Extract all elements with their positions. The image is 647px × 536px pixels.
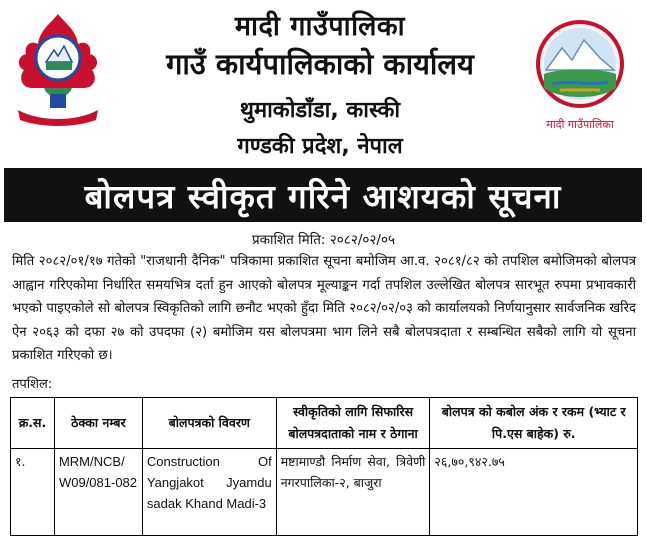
madi-municipality-logo-icon <box>530 14 630 138</box>
letterhead <box>0 0 647 166</box>
cell-recommended-bidder: मष्टामाण्डौ निर्माण सेवा, त्रिवेणी नगरपालिका-२, बाजुरा <box>276 449 430 536</box>
col-sn: क्र.स. <box>11 398 55 449</box>
col-contract-no: ठेक्का नम्बर <box>54 398 142 449</box>
notice-title: बोलपत्र स्वीकृत गरिने आशयको सूचना <box>4 168 642 222</box>
col-bid-amount: बोलपत्र को कबोल अंक र रकम (भ्याट र पि.एस बाहेक) रु. <box>430 398 638 449</box>
details-label: तपशिल: <box>12 377 53 392</box>
cell-contract-no: MRM/NCB/ W09/081-082 <box>54 449 142 536</box>
notice-body: मिति २०८२/०१/१७ गतेको "राजधानी दैनिक" पत्रिकामा प्रकाशित सूचना बमोजिम आ.व. २०८१/८२ को तपशिल बमोजिमको बोलपत्र आह्वान गरिएकोमा निर्धारित समयभित्र दर्ता हुन आएको बोलपत्र मूल्याङ्कन गर्दा तपशिल उल्लेखित बोलपत्र सारभूत रुपमा प्रभावकारी भएको पाइएकोले सो बोलपत्र स्विकृतिको लागि छनौट भएको हुँदा मिति २०८२/०२/०३ को कार्यालयको निर्णयानुसार सार्वजनिक खरिद ऐन २०६३ को दफा २७ को उपदफा (२) बमोजिम यस बोलपत्रमा भाग लिने सबै बोलपत्रदाता र सम्बन्धित सबैको लागि यो सूचना प्रकाशित गरिएको छ। <box>12 254 636 363</box>
published-date: प्रकाशित मिति: २०८२/०२/०५ <box>251 232 396 248</box>
cell-description: Construction Of Yangjakot Jyamdu sadak Khand Madi-3 <box>142 449 276 536</box>
col-recommended-bidder: स्वीकृतिको लागि सिफारिस बोलपत्रदाताको नाम र ठेगाना <box>276 398 430 449</box>
col-description: बोलपत्रको विवरण <box>142 398 276 449</box>
table-header-row <box>11 398 638 449</box>
province-country: गण्डकी प्रदेश, नेपाल <box>237 134 403 159</box>
right-logo-caption: मादी गाउँपालिका <box>546 118 614 131</box>
bid-table <box>10 397 638 536</box>
municipality-name: मादी गाउँपालिका <box>234 11 406 42</box>
office-address: थुमाकोडाँडा, कास्की <box>239 98 401 123</box>
office-name: गाउँ कार्यपालिकाको कार्यालय <box>166 47 474 81</box>
cell-bid-amount: २६,७०,९४२.७५ <box>430 449 638 536</box>
table-row <box>11 449 638 536</box>
cell-sn: १. <box>11 449 55 536</box>
nepal-emblem-icon <box>10 10 106 130</box>
